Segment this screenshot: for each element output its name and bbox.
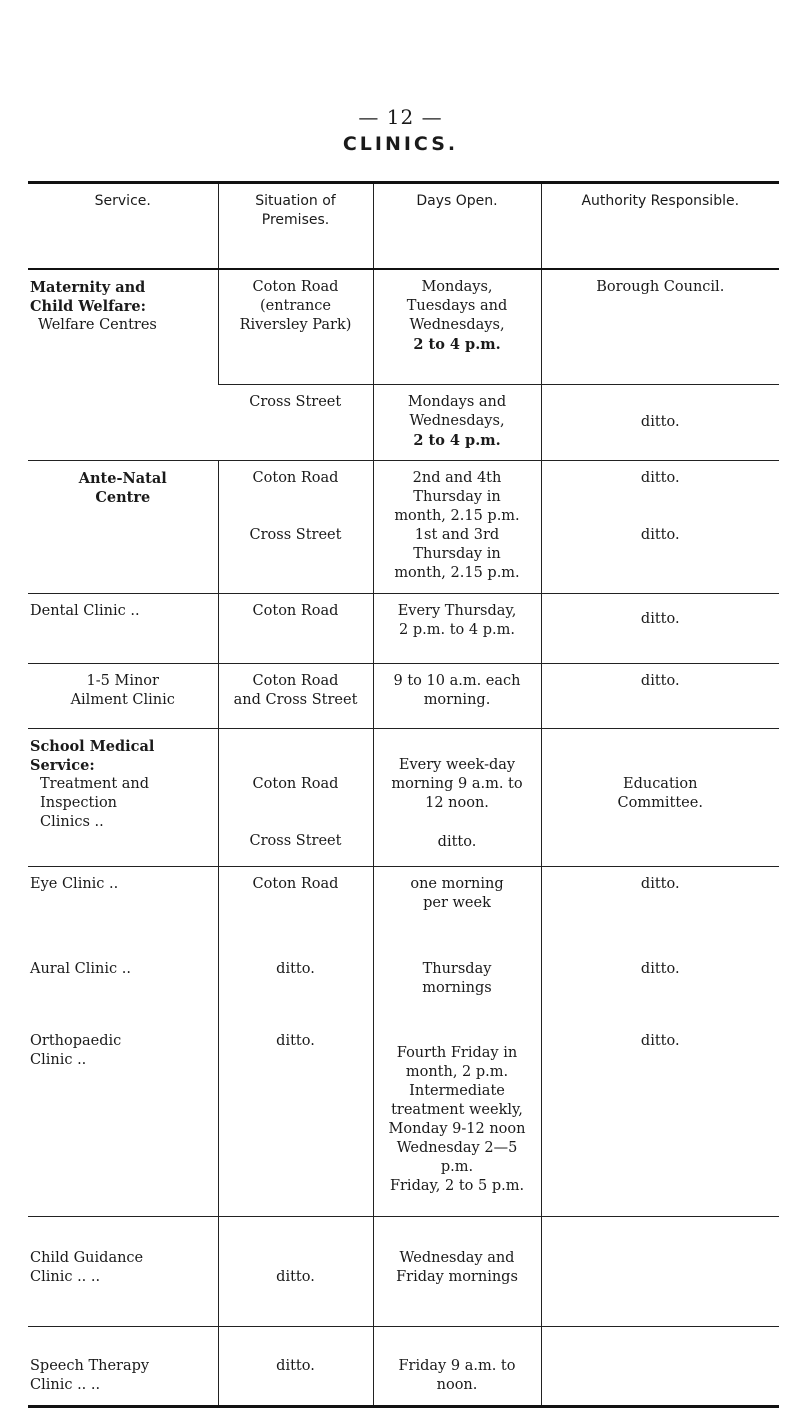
- premises-cell: ditto.: [218, 1326, 373, 1406]
- authority-cell: ditto.: [541, 1024, 779, 1216]
- table-row: [28, 728, 779, 866]
- authority-line: ditto.: [640, 469, 680, 486]
- header-premises: Situation of Premises.: [218, 183, 373, 270]
- service-line: Ailment Clinic: [70, 691, 175, 708]
- clinics-table: [28, 181, 779, 1408]
- table-row: [28, 952, 779, 1024]
- premises-line: (entrance: [259, 298, 332, 314]
- premises-line: and Cross Street: [233, 691, 358, 708]
- premises-cell: [218, 663, 373, 728]
- days-line: Every Thursday,: [397, 602, 517, 619]
- days-cell: [373, 384, 541, 460]
- premises-cell: Cross Street: [249, 393, 342, 410]
- days-line: Thursday in: [413, 545, 501, 562]
- days-cell: [373, 1216, 541, 1326]
- premises-cell: [218, 269, 373, 384]
- days-line: Wednesday and: [399, 1249, 515, 1266]
- service-line: Clinic ..: [30, 1052, 87, 1068]
- authority-cell: Borough Council.: [541, 269, 779, 384]
- days-line: morning 9 a.m. to: [391, 775, 523, 792]
- service-line: Clinics ..: [40, 813, 104, 830]
- days-line: 1st and 3rd: [414, 526, 500, 543]
- authority-line: Committee.: [617, 794, 703, 811]
- page-title: CLINICS.: [342, 133, 459, 155]
- authority-cell: ditto.: [541, 663, 779, 728]
- service-line: Centre: [95, 488, 151, 506]
- service-line: Treatment and: [40, 775, 150, 792]
- authority-cell: [541, 460, 779, 593]
- premises-line: Cross Street: [249, 526, 342, 543]
- days-line: Intermediate: [409, 1083, 505, 1099]
- service-cell: [28, 728, 218, 866]
- days-cell: [373, 728, 541, 866]
- premises-cell: Coton Road: [218, 593, 373, 663]
- authority-cell: [541, 1326, 779, 1406]
- days-line: p.m.: [440, 1159, 474, 1175]
- days-cell: [373, 663, 541, 728]
- days-line: 2nd and 4th: [412, 469, 502, 486]
- days-line: month, 2 p.m.: [405, 1064, 509, 1080]
- premises-cell: Coton Road: [218, 866, 373, 952]
- days-line: ditto.: [437, 833, 477, 850]
- authority-cell: ditto.: [541, 952, 779, 1024]
- page-number: — 12 —: [358, 105, 443, 129]
- days-line: Mondays and: [407, 393, 507, 410]
- service-line: Clinic .. ..: [30, 1376, 101, 1393]
- days-cell: [373, 460, 541, 593]
- service-line: School Medical: [30, 737, 155, 755]
- premises-line: Coton Road: [252, 279, 339, 295]
- table-row: [28, 1326, 779, 1406]
- days-line: one morning: [410, 875, 504, 892]
- days-line: Friday, 2 to 5 p.m.: [389, 1178, 525, 1194]
- authority-cell: ditto.: [541, 866, 779, 952]
- days-line: Every week-day: [398, 756, 516, 773]
- header-service: Service.: [28, 183, 218, 270]
- table-row: [28, 460, 779, 593]
- service-cell: Eye Clinic ..: [30, 875, 119, 892]
- days-line: Thursday in: [413, 488, 501, 505]
- authority-line: ditto.: [640, 526, 680, 543]
- days-line: 2 to 4 p.m.: [413, 431, 501, 449]
- table-row: [28, 663, 779, 728]
- days-line: Fourth Friday in: [396, 1045, 518, 1061]
- table-row: [28, 1216, 779, 1326]
- days-line: per week: [423, 894, 491, 911]
- authority-cell: [541, 728, 779, 866]
- days-line: morning.: [423, 691, 491, 708]
- service-cell: [28, 460, 218, 593]
- premises-line: Cross Street: [249, 832, 342, 849]
- service-line: Service:: [30, 756, 95, 774]
- table-row: [28, 269, 779, 384]
- service-line: Orthopaedic: [30, 1033, 122, 1049]
- days-line: 12 noon.: [425, 794, 489, 811]
- days-line: Tuesdays and: [406, 298, 508, 314]
- days-line: Monday 9-12 noon: [388, 1121, 526, 1137]
- header-days-open: Days Open.: [373, 183, 541, 270]
- authority-cell: ditto.: [541, 384, 779, 460]
- days-cell: [373, 1024, 541, 1216]
- days-line: noon.: [436, 1376, 478, 1393]
- premises-line: Coton Road: [252, 469, 339, 486]
- authority-line: Education: [622, 775, 698, 792]
- days-line: 2 to 4 p.m.: [413, 336, 501, 353]
- premises-cell: ditto.: [218, 952, 373, 1024]
- header-row: [28, 183, 779, 270]
- service-cell: [28, 1216, 218, 1326]
- days-cell: [373, 952, 541, 1024]
- service-cell: Dental Clinic ..: [30, 602, 140, 619]
- premises-line: Riversley Park): [239, 317, 352, 333]
- days-line: mornings: [422, 980, 492, 996]
- days-line: Thursday: [422, 961, 492, 977]
- days-line: Mondays,: [421, 279, 493, 295]
- table-row: [28, 593, 779, 663]
- premises-cell: ditto.: [218, 1216, 373, 1326]
- days-line: Wednesdays,: [409, 412, 505, 429]
- service-cell: [28, 663, 218, 728]
- service-line: Clinic .. ..: [30, 1268, 101, 1285]
- days-line: treatment weekly,: [391, 1102, 523, 1118]
- premises-cell: ditto.: [218, 1024, 373, 1216]
- premises-line: Coton Road: [252, 672, 339, 689]
- days-line: Friday 9 a.m. to: [398, 1357, 516, 1374]
- service-line: Child Guidance: [30, 1249, 144, 1266]
- days-line: 9 to 10 a.m. each: [393, 672, 521, 689]
- days-line: Wednesdays,: [409, 317, 505, 333]
- days-cell: [373, 593, 541, 663]
- table-row: [28, 1024, 779, 1216]
- service-line: Child Welfare:: [30, 298, 146, 315]
- premises-line: Coton Road: [252, 775, 339, 792]
- header-authority: Authority Responsible.: [541, 183, 779, 270]
- service-line: Welfare Centres: [38, 317, 157, 333]
- service-line: Speech Therapy: [30, 1357, 150, 1374]
- premises-cell: [218, 728, 373, 866]
- service-cell: Aural Clinic ..: [30, 961, 131, 977]
- service-line: Inspection: [40, 794, 118, 811]
- authority-cell: ditto.: [541, 593, 779, 663]
- days-line: Friday mornings: [396, 1268, 518, 1285]
- service-cell: [28, 1024, 218, 1216]
- days-line: month, 2.15 p.m.: [394, 507, 520, 524]
- service-line: Ante-Natal: [78, 469, 167, 487]
- service-line: Maternity and: [30, 279, 146, 296]
- authority-cell: [541, 1216, 779, 1326]
- premises-cell: [218, 460, 373, 593]
- days-cell: [373, 866, 541, 952]
- days-line: 2 p.m. to 4 p.m.: [399, 621, 515, 638]
- service-cell: [28, 269, 218, 460]
- days-line: month, 2.15 p.m.: [394, 564, 520, 581]
- days-cell: [373, 269, 541, 384]
- days-line: Wednesday 2—5: [396, 1140, 518, 1156]
- service-line: 1-5 Minor: [86, 672, 159, 689]
- service-cell: [28, 1326, 218, 1406]
- table-row: [28, 866, 779, 952]
- days-cell: [373, 1326, 541, 1406]
